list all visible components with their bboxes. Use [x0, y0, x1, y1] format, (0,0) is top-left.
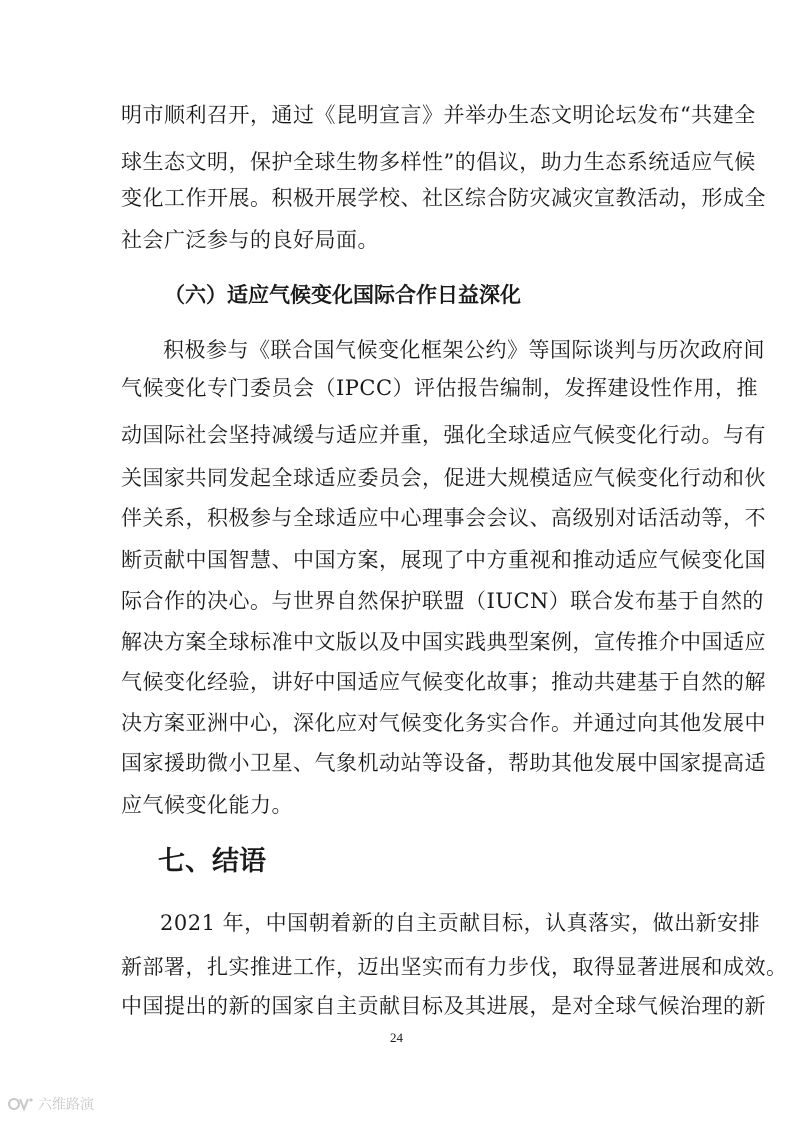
paragraph-1-line-1: 明市顺利召开，通过《昆明宣言》并举办生态文明论坛发布“共建全: [121, 103, 756, 127]
paragraph-2-line-12: 应气候变化能力。: [121, 793, 293, 817]
paragraph-2-line-8: 解决方案全球标准中文版以及中国实践典型案例，宣传推介中国适应: [121, 630, 766, 654]
paragraph-2-line-3: 动国际社会坚持减缓与适应并重，强化全球适应气候变化行动。与有: [121, 423, 766, 447]
paragraph-2-line-5: 伴关系，积极参与全球适应中心理事会会议、高级别对话活动等，不: [121, 506, 766, 530]
watermark-text: 六维路演: [38, 1097, 94, 1113]
page-number: 24: [390, 1030, 403, 1045]
paragraph-3-line-3: 中国提出的新的国家自主贡献目标及其进展，是对全球气候治理的新: [121, 994, 766, 1018]
paragraph-1-line-2: 球生态文明，保护全球生物多样性”的倡议，助力生态系统适应气候: [121, 150, 756, 174]
paragraph-3-line-2: 新部署，扎实推进工作，迈出坚实而有力步伐，取得显著进展和成效。: [121, 955, 788, 979]
liuwei-logo-icon: [8, 1095, 34, 1113]
paragraph-2-line-2: 气候变化专门委员会（IPCC）评估报告编制，发挥建设性作用，推: [121, 376, 759, 400]
section-title: 七、结语: [158, 846, 266, 877]
paragraph-1-line-3: 变化工作开展。积极开展学校、社区综合防灾减灾宣教活动，形成全: [121, 186, 766, 210]
paragraph-2-line-10: 决方案亚洲中心，深化应对气候变化务实合作。并通过向其他发展中: [121, 711, 766, 735]
subheading: （六）适应气候变化国际合作日益深化: [164, 283, 521, 307]
paragraph-2-line-4: 关国家共同发起全球适应委员会，促进大规模适应气候变化行动和伙: [121, 466, 766, 490]
paragraph-2-line-9: 气候变化经验，讲好中国适应气候变化故事；推动共建基于自然的解: [121, 670, 766, 694]
paragraph-1-line-4: 社会广泛参与的良好局面。: [121, 228, 379, 252]
paragraph-2-line-1: 积极参与《联合国气候变化框架公约》等国际谈判与历次政府间: [163, 338, 765, 362]
paragraph-2-line-6: 断贡献中国智慧、中国方案，展现了中方重视和推动适应气候变化国: [121, 548, 766, 572]
paragraph-2-line-11: 国家援助微小卫星、气象机动站等设备，帮助其他发展中国家提高适: [121, 751, 766, 775]
paragraph-3-line-1: 2021 年，中国朝着新的自主贡献目标，认真落实，做出新安排: [160, 911, 761, 935]
watermark: [8, 1093, 94, 1115]
paragraph-2-line-7: 际合作的决心。与世界自然保护联盟（IUCN）联合发布基于自然的: [121, 589, 764, 613]
